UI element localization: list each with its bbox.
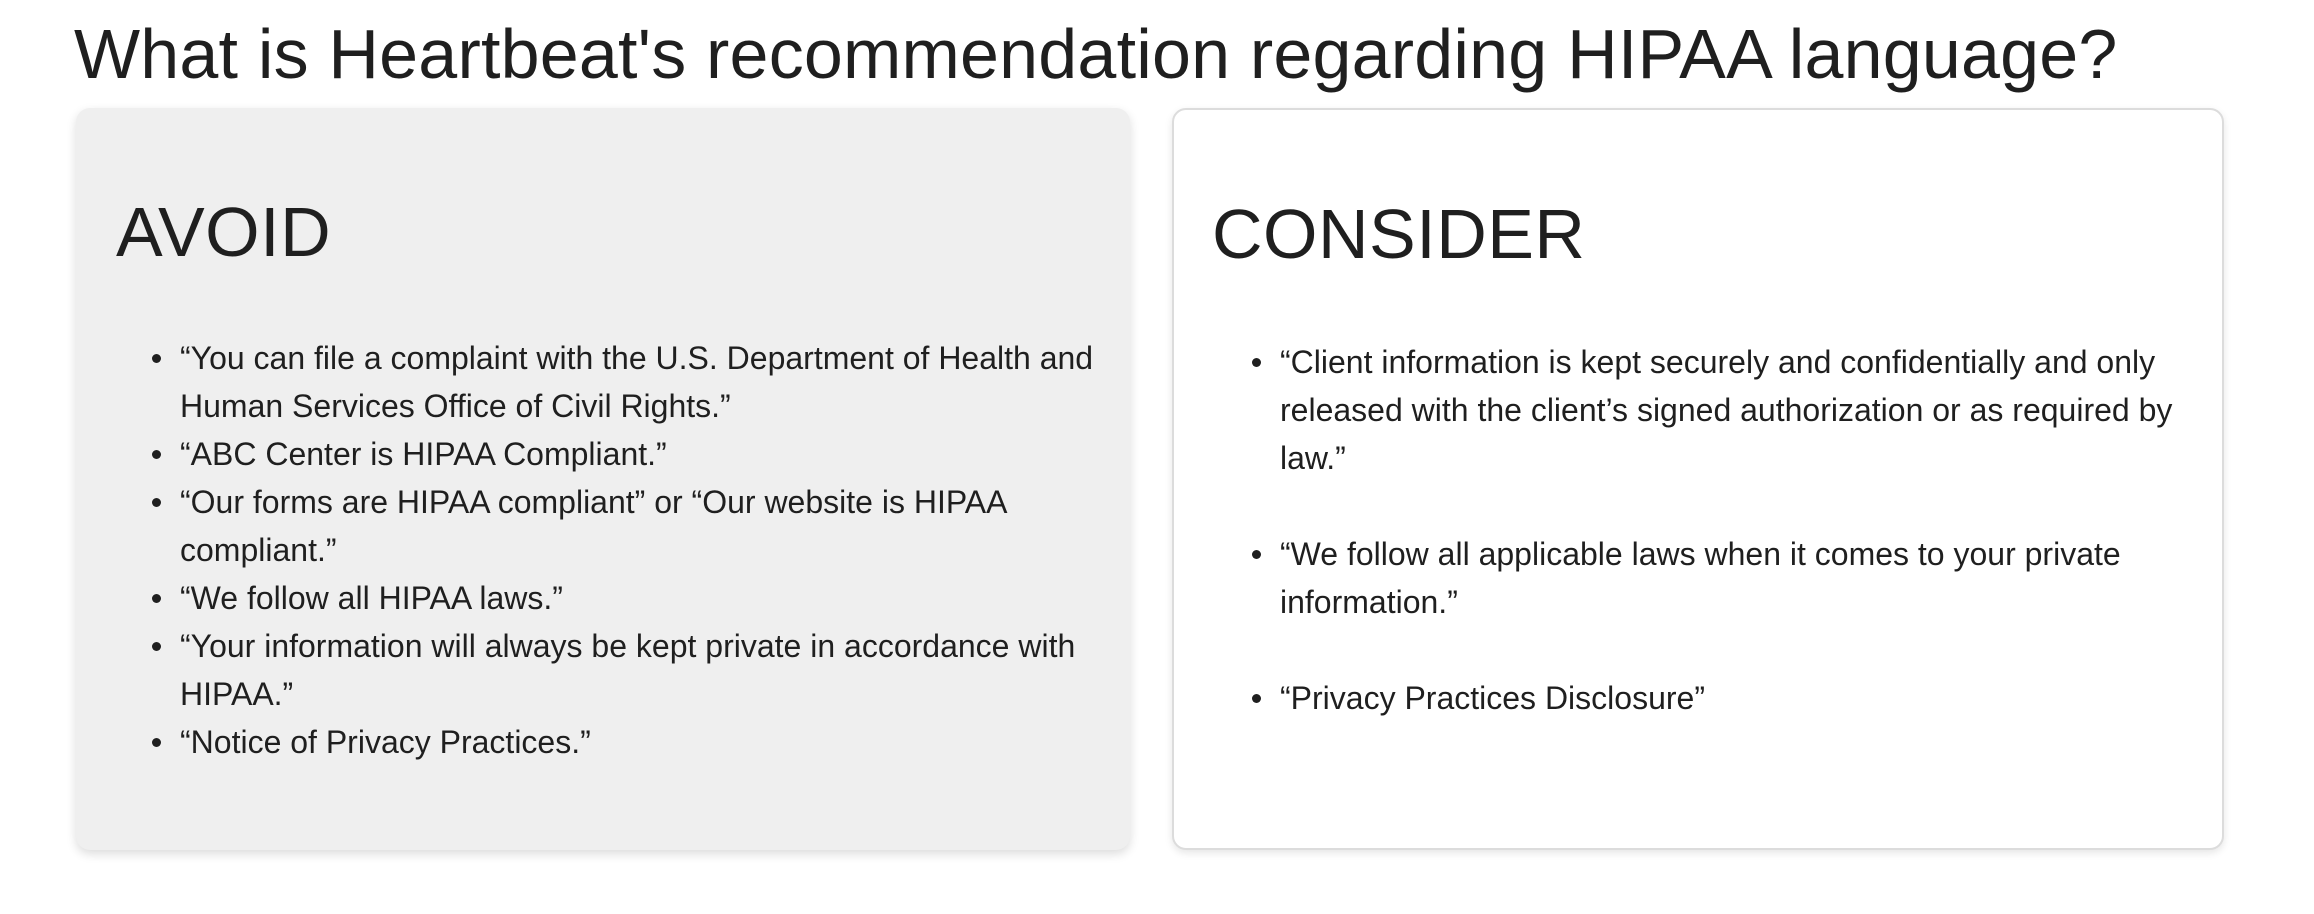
list-item-text: “We follow all HIPAA laws.” (180, 580, 563, 616)
page-title: What is Heartbeat's recommendation regarding HIPAA language? (74, 15, 2118, 93)
list-item-text: “Privacy Practices Disclosure” (1280, 680, 1705, 716)
list-item (180, 334, 1100, 430)
avoid-card (76, 108, 1130, 850)
bullet-icon (152, 498, 161, 507)
list-item (180, 430, 1100, 478)
list-item (180, 718, 1100, 766)
list-item-text: “You can file a complaint with the U.S. Department of Health and Human Services Office of Civil Rights.” (180, 340, 1094, 424)
consider-card (1172, 108, 2224, 850)
bullet-icon (152, 354, 161, 363)
list-item-text: “Client information is kept securely and confidentially and only released with the client’s signed authorization or as required by law.” (1280, 344, 2173, 476)
bullet-icon (1252, 358, 1261, 367)
list-item-text: “We follow all applicable laws when it comes to your private information.” (1280, 536, 2121, 620)
list-item-text: “ABC Center is HIPAA Compliant.” (180, 436, 667, 472)
list-item (180, 478, 1100, 574)
avoid-list (128, 334, 1100, 766)
bullet-icon (1252, 694, 1261, 703)
bullet-icon (152, 594, 161, 603)
bullet-icon (152, 738, 161, 747)
consider-heading: CONSIDER (1212, 195, 1586, 273)
list-item (180, 574, 1100, 622)
list-item-text: “Notice of Privacy Practices.” (180, 724, 591, 760)
list-item (1280, 674, 2210, 722)
list-item (1280, 530, 2210, 626)
avoid-heading: AVOID (116, 193, 332, 271)
list-item-text: “Our forms are HIPAA compliant” or “Our website is HIPAA compliant.” (180, 484, 1006, 568)
list-item (180, 622, 1100, 718)
list-item-text: “Your information will always be kept private in accordance with HIPAA.” (180, 628, 1076, 712)
bullet-icon (152, 642, 161, 651)
bullet-icon (1252, 550, 1261, 559)
consider-list (1228, 338, 2210, 722)
list-item (1280, 338, 2210, 482)
bullet-icon (152, 450, 161, 459)
